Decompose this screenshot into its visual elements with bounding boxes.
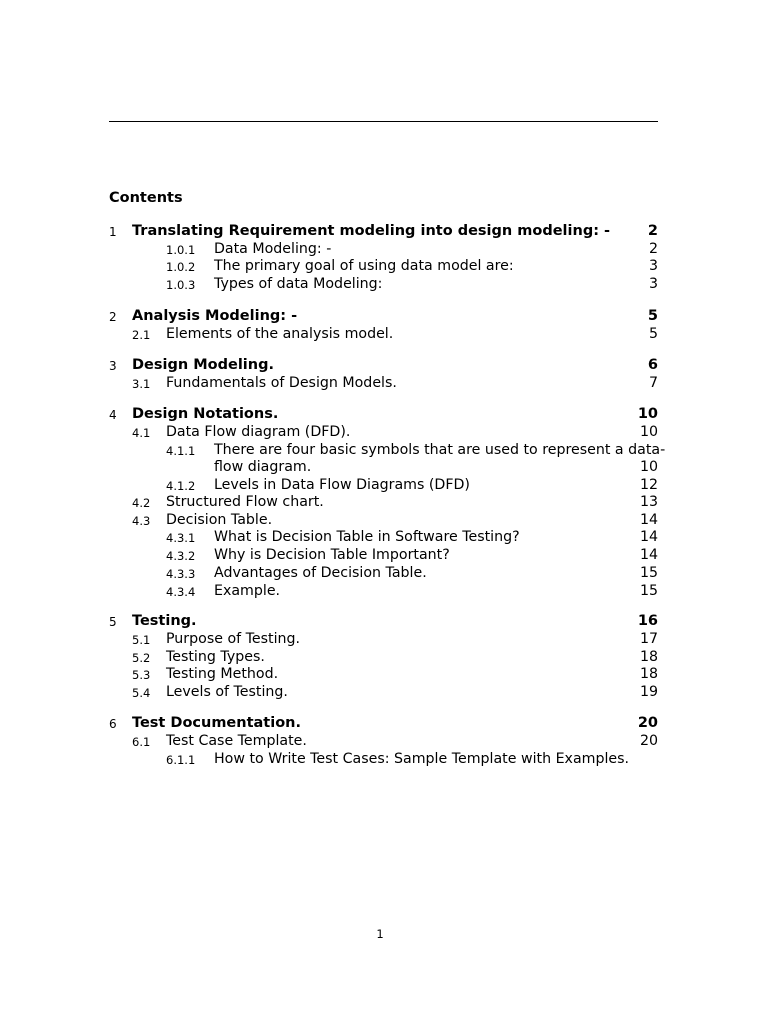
toc-page: 15 bbox=[639, 565, 658, 581]
toc-page: 18 bbox=[639, 666, 658, 682]
toc-title: How to Write Test Cases: Sample Template with Examples. bbox=[214, 751, 630, 767]
toc-title: Structured Flow chart. bbox=[166, 494, 324, 510]
toc-title: Why is Decision Table Important? bbox=[214, 547, 450, 563]
toc-page: 14 bbox=[639, 512, 658, 528]
toc-title: Data Flow diagram (DFD). bbox=[166, 424, 351, 440]
toc-number: 4.1.1 bbox=[166, 444, 196, 458]
toc-title: Fundamentals of Design Models. bbox=[166, 375, 397, 391]
toc-number: 1.0.3 bbox=[166, 278, 196, 292]
toc-page: 5 bbox=[648, 326, 658, 342]
toc-title: The primary goal of using data model are: bbox=[214, 258, 514, 274]
toc-title: Translating Requirement modeling into design modeling: - bbox=[132, 223, 611, 239]
toc-title: flow diagram. bbox=[214, 459, 312, 475]
toc-title: Example. bbox=[214, 583, 281, 599]
toc-page: 10 bbox=[639, 424, 658, 440]
toc-title: Purpose of Testing. bbox=[166, 631, 301, 647]
toc-number: 5.2 bbox=[132, 651, 151, 665]
toc-page: 6 bbox=[647, 357, 658, 373]
toc-number: 1 bbox=[109, 225, 117, 239]
toc-number: 5.4 bbox=[132, 686, 151, 700]
toc-number: 2.1 bbox=[132, 328, 151, 342]
toc-title: Decision Table. bbox=[166, 512, 273, 528]
toc-page: 14 bbox=[639, 547, 658, 563]
contents-heading: Contents bbox=[109, 190, 183, 206]
toc-page: 10 bbox=[639, 459, 658, 475]
toc-title: Design Notations. bbox=[132, 406, 279, 422]
toc-title: Analysis Modeling: - bbox=[132, 308, 298, 324]
toc-page: 12 bbox=[639, 477, 658, 493]
toc-number: 6.1.1 bbox=[166, 753, 196, 767]
toc-title: Levels in Data Flow Diagrams (DFD) bbox=[214, 477, 470, 493]
toc-number: 4.3.3 bbox=[166, 567, 196, 581]
toc-number: 4.3.1 bbox=[166, 531, 196, 545]
header-rule bbox=[109, 121, 658, 122]
toc-number: 4.3.2 bbox=[166, 549, 196, 563]
toc-number: 4.2 bbox=[132, 496, 151, 510]
toc-page: 3 bbox=[648, 258, 658, 274]
toc-number: 3.1 bbox=[132, 377, 151, 391]
toc-page: 7 bbox=[648, 375, 658, 391]
toc-page: 3 bbox=[648, 276, 658, 292]
toc-title: Data Modeling: - bbox=[214, 241, 332, 257]
toc-title: What is Decision Table in Software Testing? bbox=[214, 529, 520, 545]
toc-title: Testing Types. bbox=[166, 649, 265, 665]
toc-page: 14 bbox=[639, 529, 658, 545]
toc-page: 13 bbox=[639, 494, 658, 510]
toc-number: 4.3.4 bbox=[166, 585, 196, 599]
toc-page: 18 bbox=[639, 649, 658, 665]
toc-number: 6.1 bbox=[132, 735, 151, 749]
toc-title: Elements of the analysis model. bbox=[166, 326, 394, 342]
toc-page: 15 bbox=[639, 583, 658, 599]
toc-title: Design Modeling. bbox=[132, 357, 274, 373]
toc-title: Types of data Modeling: bbox=[214, 276, 383, 292]
toc-title: Advantages of Decision Table. bbox=[214, 565, 427, 581]
toc-number: 1.0.2 bbox=[166, 260, 196, 274]
toc-title: Test Case Template. bbox=[166, 733, 307, 749]
toc-page: 2 bbox=[648, 241, 658, 257]
toc-title: Testing Method. bbox=[166, 666, 279, 682]
toc-number: 5.1 bbox=[132, 633, 151, 647]
toc-number: 2 bbox=[109, 310, 117, 324]
toc-number: 4.3 bbox=[132, 514, 151, 528]
toc-number: 4.1 bbox=[132, 426, 151, 440]
toc-title: Test Documentation. bbox=[132, 715, 302, 731]
toc-page: 2 bbox=[647, 223, 658, 239]
toc-number: 4 bbox=[109, 408, 117, 422]
toc-title: Levels of Testing. bbox=[166, 684, 288, 700]
toc-page: 19 bbox=[639, 684, 658, 700]
toc-title: Testing. bbox=[132, 613, 197, 629]
toc-page: 17 bbox=[639, 631, 658, 647]
toc-number: 4.1.2 bbox=[166, 479, 196, 493]
page-number: 1 bbox=[376, 927, 384, 941]
toc-number: 5 bbox=[109, 615, 117, 629]
toc-number: 1.0.1 bbox=[166, 243, 196, 257]
toc-page: 16 bbox=[637, 613, 658, 629]
toc-title: There are four basic symbols that are used to represent a data- bbox=[214, 442, 666, 458]
toc-page: 20 bbox=[639, 733, 658, 749]
toc-page: 20 bbox=[637, 715, 658, 731]
toc-number: 3 bbox=[109, 359, 117, 373]
toc-number: 5.3 bbox=[132, 668, 151, 682]
toc-number: 6 bbox=[109, 717, 117, 731]
toc-page: 10 bbox=[637, 406, 658, 422]
toc-page: 5 bbox=[647, 308, 658, 324]
